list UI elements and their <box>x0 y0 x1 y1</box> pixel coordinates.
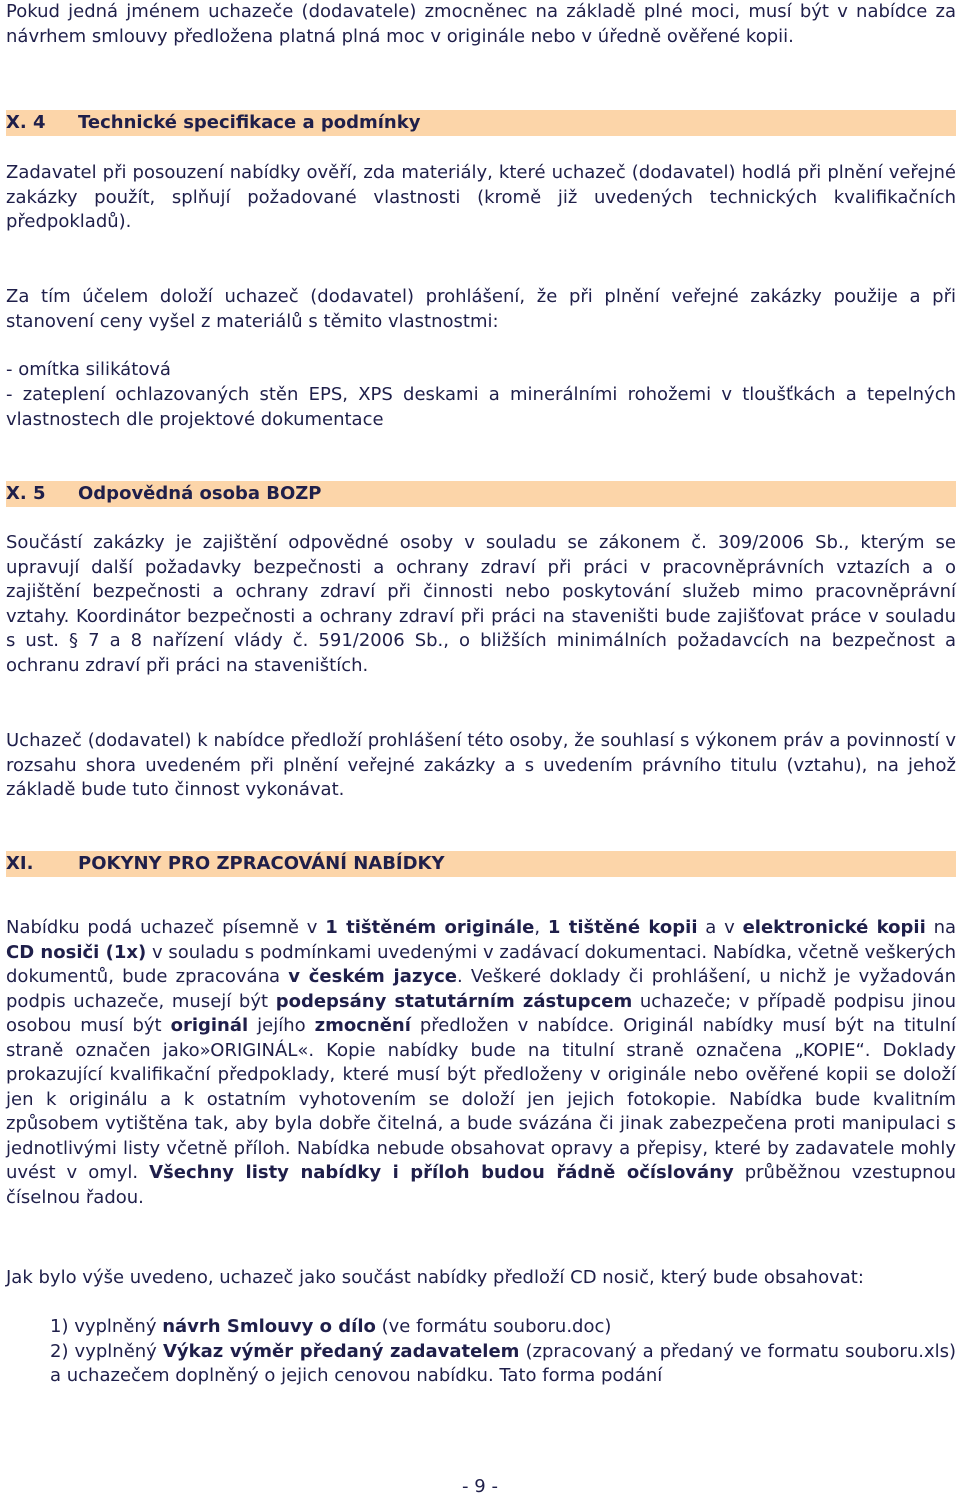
bold-text: návrh Smlouvy o dílo <box>162 1316 376 1337</box>
x4-list-item-2: - zateplení ochlazovaných stěn EPS, XPS deskami a minerálními rohožemi v tloušťkách a tepelných vlastnostech dle projektové dokumentace <box>6 384 956 430</box>
section-number: X. 4 <box>6 112 46 133</box>
text-run: Nabídku podá uchazeč písemně v <box>6 917 326 938</box>
text-run: 2) vyplněný <box>50 1340 163 1362</box>
section-title: Odpovědná osoba BOZP <box>78 483 322 504</box>
text-run: (zpracovaný a předaný ve formatu souboru.xls) a uchazečem doplněný o jejich cenovou nabídku. Tato forma podání <box>50 1340 957 1386</box>
bold-text: Všechny listy nabídky i příloh budou řádně očíslovány <box>149 1162 734 1183</box>
text-run: průběžnou vzestupnou číselnou řadou. <box>6 1162 957 1208</box>
x5-paragraph-2: Uchazeč (dodavatel) k nabídce předloží prohlášení této osoby, že souhlasí s výkonem práv a povinností v rozsahu shora uvedeném při plnění veřejné zakázky a s uvedením právního titulu (vztahu), na jehož základě bude tuto činnost vykonávat. <box>6 730 956 800</box>
text-run: v souladu s podmínkami uvedenými v zadávací dokumentaci. Nabídka, včetně veškerých dokumentů, bude zpracována <box>6 941 957 987</box>
text-run: jejího <box>248 1015 315 1036</box>
xi-paragraph-2: Jak bylo výše uvedeno, uchazeč jako součást nabídky předloží CD nosič, který bude obsahovat: <box>6 1267 864 1288</box>
bold-text: zmocnění <box>314 1015 411 1036</box>
section-heading-x5 <box>6 481 956 507</box>
bold-text: originál <box>170 1015 249 1036</box>
x4-paragraph-1: Zadavatel při posouzení nabídky ověří, zda materiály, které uchazeč (dodavatel) hodlá při plnění veřejné zakázky použít, splňují požadované vlastnosti (kromě již uvedených technických kvalifikačních předpokladů). <box>6 162 956 232</box>
bold-text: podepsány statutárním zástupcem <box>275 990 633 1012</box>
text-run: (ve formátu souboru.doc) <box>375 1316 612 1337</box>
text-run: předložen v nabídce. Originál nabídky musí být na titulní straně označen jako»ORIGINÁL«. Kopie nabídky bude na titulní straně označena „KOPIE“. Doklady prokazující kvalifikační předpoklady, které musí být předloženy v originále nebo ověřené kopii se doloží jen k originálu a k ostatním vyhotovením se doloží jen jejich fotokopie. Nabídka bude kvalitním způsobem vytištěna tak, aby byla dobře čitelná, a bude svázána či jinak zabezpečena proti manipulaci s jednotlivými listy včetně příloh. Nabídka nebude obsahovat opravy a přepisy, které by zadavatele mohly uvést v omyl. <box>6 1015 956 1183</box>
bold-text: 1 tištěném originále <box>325 917 535 938</box>
list-item <box>6 1315 956 1340</box>
intro-paragraph: Pokud jedná jménem uchazeče (dodavatele) zmocněnec na základě plné moci, musí být v nabídce za návrhem smlouvy předložena platná plná moc v originále nebo v úředně ověřené kopii. <box>6 1 956 47</box>
x4-paragraph-2: Za tím účelem doloží uchazeč (dodavatel) prohlášení, že při plnění veřejné zakázky použije a při stanovení ceny vyšel z materiálů s těmito vlastnostmi: <box>6 286 956 332</box>
bold-text: Výkaz výměr předaný zadavatelem <box>162 1340 520 1362</box>
bold-text: 1 tištěné kopii <box>547 917 698 938</box>
text-run: . Veškeré doklady či prohlášení, u nichž je vyžadován podpis uchazeče, musejí být <box>6 966 956 1012</box>
xi-paragraph-1 <box>6 916 956 1210</box>
bold-text: elektronické kopii <box>742 917 926 938</box>
text-run: , <box>534 917 548 938</box>
text-run: 1) vyplněný <box>50 1316 163 1337</box>
section-heading-xi <box>6 851 956 877</box>
xi-content-list <box>6 1315 956 1389</box>
text-run: na <box>925 917 957 938</box>
bold-text: v českém jazyce <box>288 966 457 987</box>
section-number: XI. <box>6 853 34 874</box>
bold-text: CD nosiči (1x) <box>6 941 147 963</box>
x5-paragraph-1: Součástí zakázky je zajištění odpovědné osoby v souladu se zákonem č. 309/2006 Sb., kterým se upravují další požadavky bezpečnosti a ochrany zdraví při práci v pracovněprávních vztazích a o zajištění bezpečnosti a ochrany zdraví při činnosti nebo poskytování služeb mimo pracovněprávní vztahy. Koordinátor bezpečnosti a ochrany zdraví při práci na staveništi bude zajišťovat práce v souladu s ust. § 7 a 8 nařízení vlády č. 591/2006 Sb., o bližších minimálních požadavcích na bezpečnost a ochranu zdraví při práci na staveništích. <box>6 532 956 676</box>
page-number: - 9 - <box>462 1476 498 1497</box>
section-number: X. 5 <box>6 483 46 504</box>
section-title: POKYNY PRO ZPRACOVÁNÍ NABÍDKY <box>78 853 445 874</box>
section-heading-x4 <box>6 110 956 136</box>
section-title: Technické specifikace a podmínky <box>78 112 421 133</box>
text-run: uchazeče; v případě podpisu jinou osobou musí být <box>6 990 956 1036</box>
text-run: a v <box>697 917 743 938</box>
x4-list-item-1: - omítka silikátová <box>6 359 171 380</box>
list-item <box>6 1340 956 1389</box>
